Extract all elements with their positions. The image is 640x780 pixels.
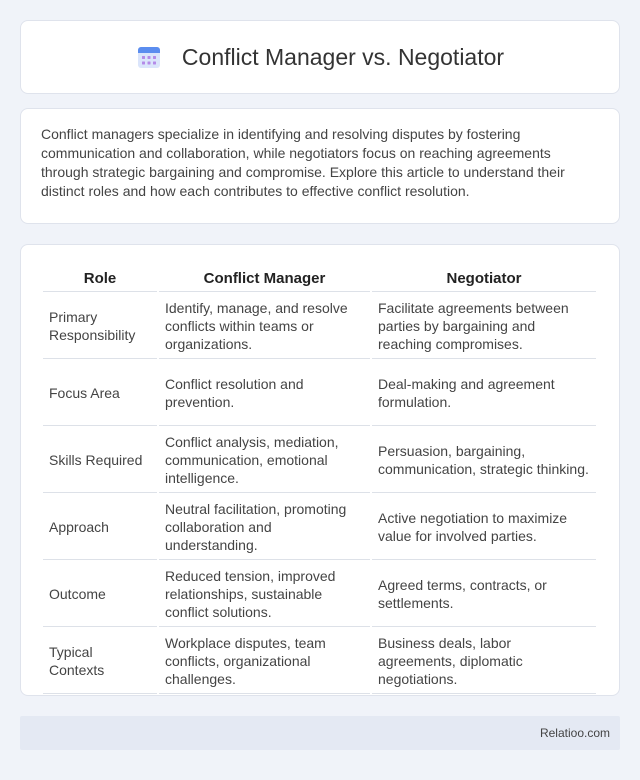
table-row (43, 360, 596, 426)
negotiator-cell: Business deals, labor agreements, diplomatic negotiations. (372, 628, 596, 694)
row-label: Approach (43, 494, 157, 560)
conflict-manager-cell: Neutral facilitation, promoting collaboration and understanding. (159, 494, 370, 560)
conflict-manager-cell: Reduced tension, improved relationships, sustainable conflict solutions. (159, 561, 370, 627)
page-title: Conflict Manager vs. Negotiator (181, 43, 505, 70)
intro-text: Conflict managers specialize in identifying and resolving disputes by fostering communication and collaboration, while negotiators focus on reaching agreements through strategic bargaining and compromise. Explore this article to understand their distinct roles and how each contributes to effective conflict resolution. (41, 126, 565, 199)
row-label: Typical Contexts (43, 628, 157, 694)
row-label: Skills Required (43, 427, 157, 493)
calendar-icon (136, 44, 162, 70)
table-row (43, 494, 596, 560)
comparison-card (20, 244, 620, 696)
title-card (20, 20, 620, 94)
negotiator-cell: Active negotiation to maximize value for involved parties. (372, 494, 596, 560)
header-role: Role (43, 266, 157, 292)
footer-brand[interactable]: Relatioo.com (539, 726, 610, 740)
intro-card (20, 108, 620, 224)
row-label: Outcome (43, 561, 157, 627)
negotiator-cell: Agreed terms, contracts, or settlements. (372, 561, 596, 627)
comparison-table (41, 265, 598, 695)
negotiator-cell: Facilitate agreements between parties by bargaining and reaching compromises. (372, 293, 596, 359)
row-label: Primary Responsibility (43, 293, 157, 359)
conflict-manager-cell: Workplace disputes, team conflicts, organizational challenges. (159, 628, 370, 694)
table-row (43, 427, 596, 493)
table-row (43, 628, 596, 694)
table-row (43, 293, 596, 359)
footer (20, 716, 620, 750)
negotiator-cell: Persuasion, bargaining, communication, strategic thinking. (372, 427, 596, 493)
row-label: Focus Area (43, 360, 157, 426)
conflict-manager-cell: Identify, manage, and resolve conflicts within teams or organizations. (159, 293, 370, 359)
table-header-row (43, 266, 596, 292)
header-negotiator: Negotiator (372, 266, 596, 292)
conflict-manager-cell: Conflict resolution and prevention. (159, 360, 370, 426)
header-conflict-manager: Conflict Manager (159, 266, 370, 292)
negotiator-cell: Deal-making and agreement formulation. (372, 360, 596, 426)
conflict-manager-cell: Conflict analysis, mediation, communication, emotional intelligence. (159, 427, 370, 493)
table-row (43, 561, 596, 627)
